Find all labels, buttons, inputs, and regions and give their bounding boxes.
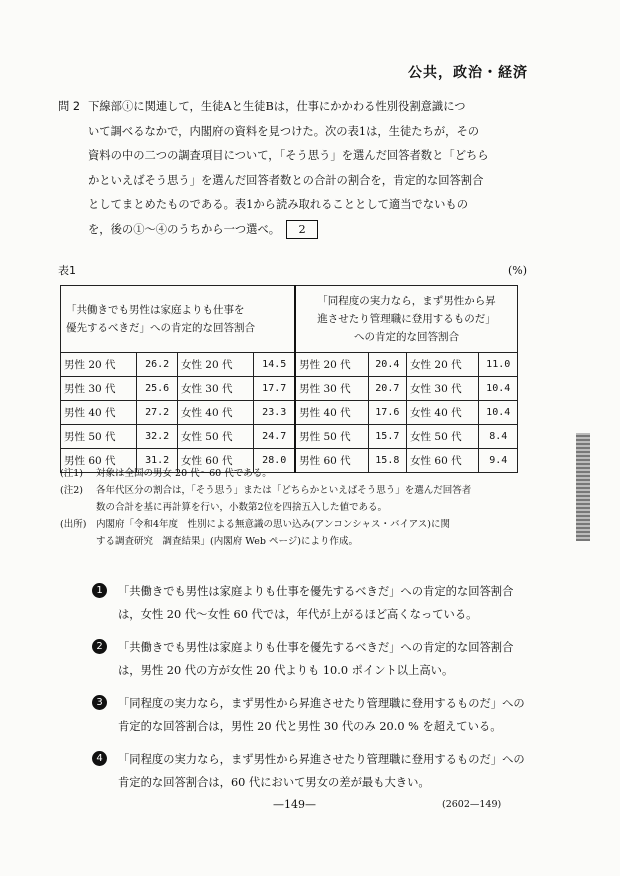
table-label-cell: 男性 40 代 (295, 401, 368, 425)
table-header-right: 「同程度の実力なら，まず男性から昇 進させたり管理職に登用するものだ」 への肯定的な回答割合 (295, 286, 517, 353)
question-line: としてまとめたものである。表1から読み取れることとして適当でないもの (88, 198, 468, 211)
table-unit: (%) (507, 264, 527, 277)
option-number-icon: 3 (92, 695, 107, 710)
note-line: する調査研究 調査結果」(内閣府 Web ページ)により作成。 (96, 536, 358, 547)
question-number: 問 2 (58, 100, 81, 113)
answer-options (92, 580, 532, 804)
table-label-cell: 女性 30 代 (407, 377, 479, 401)
question-line: かといえばそう思う」を選んだ回答者数との合計の割合を，肯定的な回答割合 (88, 173, 484, 187)
note-line: 対象は全国の男女 20 代～60 代である。 (96, 468, 272, 479)
table-value-cell: 17.6 (368, 401, 406, 425)
option-text: 「同程度の実力なら，まず男性から昇進させたり管理職に登用するものだ」への肯定的な回答割合は，男性 20 代と男性 30 代のみ 20.0 % を超えている。 (118, 697, 525, 733)
question-line: を，後の①～④のうちから一つ選べ。 2 (58, 218, 528, 243)
table-label-cell: 男性 60 代 (295, 449, 368, 473)
option-number-icon: 1 (92, 583, 107, 598)
table-label-cell: 男性 20 代 (61, 353, 137, 377)
data-table (60, 285, 518, 473)
table-header-row (61, 286, 518, 353)
table-value-cell: 24.7 (254, 425, 295, 449)
table-body (61, 353, 518, 473)
table-label-cell: 女性 50 代 (407, 425, 479, 449)
table-value-cell: 14.5 (254, 353, 295, 377)
question-block (58, 95, 528, 242)
subject-header: 公共，政治・経済 (408, 65, 528, 81)
table-value-cell: 15.7 (368, 425, 406, 449)
table-label-cell: 女性 60 代 (177, 449, 253, 473)
table-row (61, 401, 518, 425)
note-text (96, 465, 272, 482)
question-line: 資料の中の二つの調査項目について，「そう思う」を選んだ回答者数と「どちら (88, 149, 489, 162)
table-header-left: 「共働きでも男性は家庭よりも仕事を 優先するべきだ」への肯定的な回答割合 (61, 286, 296, 353)
note-item (60, 465, 530, 482)
table-row (61, 425, 518, 449)
answer-option (92, 636, 532, 682)
table-label-cell: 女性 20 代 (177, 353, 253, 377)
table-value-cell: 27.2 (137, 401, 178, 425)
table-value-cell: 20.4 (368, 353, 406, 377)
question-line: いて調べるなかで，内閣府の資料を見つけた。次の表1は，生徒たちが，その (88, 124, 480, 138)
page-code: (2602—149) (442, 799, 502, 810)
table-value-cell: 28.0 (254, 449, 295, 473)
note-tag: (出所) (60, 519, 87, 530)
answer-option (92, 692, 532, 738)
option-text: 「共働きでも男性は家庭よりも仕事を優先するべきだ」への肯定的な回答割合は，女性 20 代～女性 60 代では，年代が上がるほど高くなっている。 (118, 585, 514, 621)
table-value-cell: 31.2 (137, 449, 178, 473)
table-label-cell: 男性 50 代 (61, 425, 137, 449)
note-line: 数の合計を基に再計算を行い，小数第2位を四捨五入した値である。 (96, 502, 388, 513)
note-item (60, 516, 530, 550)
note-item (60, 482, 530, 516)
table-value-cell: 15.8 (368, 449, 406, 473)
table-label-cell: 男性 30 代 (295, 377, 368, 401)
table-label-cell: 女性 50 代 (177, 425, 253, 449)
table-label-cell: 女性 20 代 (407, 353, 479, 377)
answer-option (92, 748, 532, 794)
table-caption: 表1 (58, 264, 76, 277)
table-value-cell: 10.4 (479, 401, 518, 425)
table-value-cell: 11.0 (479, 353, 518, 377)
answer-box: 2 (286, 220, 318, 239)
table-value-cell: 17.7 (254, 377, 295, 401)
notes (60, 465, 530, 550)
option-number-icon: 2 (92, 639, 107, 654)
table-value-cell: 32.2 (137, 425, 178, 449)
note-tag: (注2) (60, 485, 83, 496)
side-index-tab (576, 433, 590, 541)
table-label-cell: 男性 40 代 (61, 401, 137, 425)
table-label-cell: 女性 60 代 (407, 449, 479, 473)
table-value-cell: 20.7 (368, 377, 406, 401)
table-value-cell: 10.4 (479, 377, 518, 401)
table-row (61, 377, 518, 401)
note-tag: (注1) (60, 468, 83, 479)
question-line: 問 2 下線部ⓘに関連して，生徒Aと生徒Bは，仕事にかかわる性別役割意識につ (58, 100, 466, 113)
option-number-icon: 4 (92, 751, 107, 766)
note-line: 内閣府「令和4年度 性別による無意識の思い込み(アンコンシャス・バイアス)に関 (96, 519, 450, 530)
answer-option (92, 580, 532, 626)
page-number: —149— (273, 798, 316, 811)
table-label-cell: 女性 30 代 (177, 377, 253, 401)
table-value-cell: 25.6 (137, 377, 178, 401)
option-text: 「共働きでも男性は家庭よりも仕事を優先するべきだ」への肯定的な回答割合は，男性 20 代の方が女性 20 代よりも 10.0 ポイント以上高い。 (118, 641, 514, 677)
table-label-cell: 男性 30 代 (61, 377, 137, 401)
note-text (96, 482, 471, 516)
table-row (61, 353, 518, 377)
table-value-cell: 26.2 (137, 353, 178, 377)
table-value-cell: 9.4 (479, 449, 518, 473)
table-label-cell: 女性 40 代 (177, 401, 253, 425)
table-value-cell: 23.3 (254, 401, 295, 425)
table-label-cell: 男性 50 代 (295, 425, 368, 449)
table-label-cell: 女性 40 代 (407, 401, 479, 425)
table-label-cell: 男性 20 代 (295, 353, 368, 377)
note-line: 各年代区分の割合は，「そう思う」または「どちらかといえばそう思う」を選んだ回答者 (96, 485, 472, 496)
table-label-cell: 男性 60 代 (61, 449, 137, 473)
note-text (96, 516, 450, 550)
table-value-cell: 8.4 (479, 425, 518, 449)
option-text: 「同程度の実力なら，まず男性から昇進させたり管理職に登用するものだ」への肯定的な回答割合は，60 代において男女の差が最も大きい。 (118, 753, 525, 789)
